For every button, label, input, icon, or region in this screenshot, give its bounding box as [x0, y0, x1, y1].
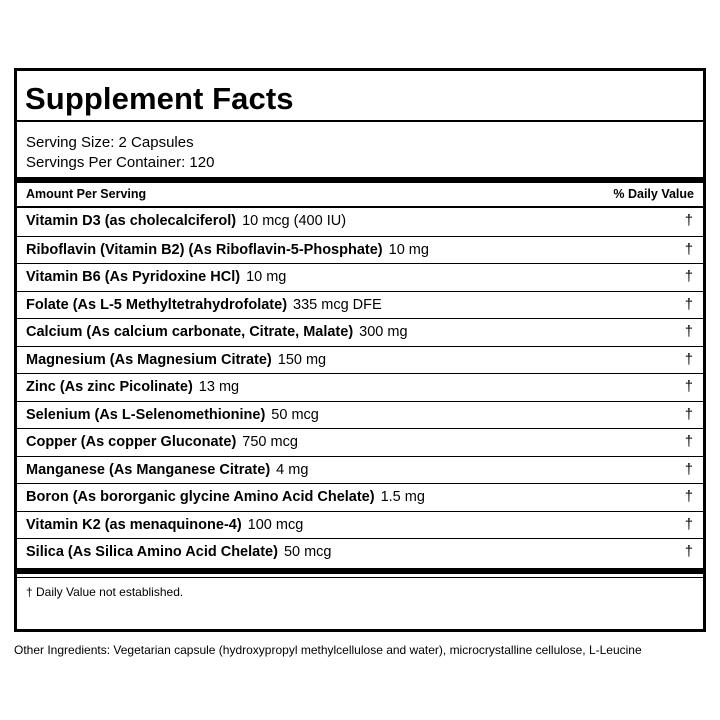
nutrient-name: Calcium (As calcium carbonate, Citrate, Malate) — [26, 324, 354, 340]
nutrient-rows — [17, 208, 703, 566]
nutrient-name: Manganese (As Manganese Citrate) — [26, 461, 271, 478]
daily-value-dagger: † — [684, 544, 693, 560]
nutrient-label — [26, 407, 319, 423]
daily-value-dagger: † — [684, 434, 693, 450]
nutrient-amount: 13 mg — [198, 379, 240, 395]
nutrient-label — [26, 544, 332, 560]
nutrient-amount: 300 mg — [359, 324, 408, 340]
nutrient-name: Magnesium (As Magnesium Citrate) — [26, 351, 272, 368]
nutrient-row — [17, 428, 703, 456]
other-ingredients: Other Ingredients: Vegetarian capsule (hydroxypropyl methylcellulose and water), microcrystalline cellulose, L-Leucine — [14, 643, 642, 657]
nutrient-label — [26, 297, 382, 313]
nutrient-amount: 1.5 mg — [380, 489, 425, 505]
servings-per-container: Servings Per Container: 120 — [26, 154, 215, 171]
nutrient-amount: 10 mg — [388, 241, 429, 258]
nutrient-label — [26, 213, 346, 229]
daily-value-dagger: † — [684, 516, 693, 533]
nutrient-label — [26, 489, 425, 505]
nutrient-amount: 750 mcg — [242, 434, 298, 450]
nutrient-amount: 4 mg — [276, 461, 309, 478]
nutrient-label — [26, 242, 429, 258]
nutrient-label — [26, 517, 303, 533]
daily-value-dagger: † — [684, 269, 693, 285]
nutrient-name: Boron (As bororganic glycine Amino Acid Chelate) — [26, 489, 375, 505]
thick-divider-bottom — [17, 568, 703, 574]
nutrient-row — [17, 346, 703, 374]
footnote: † Daily Value not established. — [26, 585, 184, 599]
title-divider — [17, 120, 703, 122]
nutrient-row — [17, 538, 703, 566]
nutrient-amount: 100 mcg — [247, 516, 304, 533]
nutrient-row — [17, 373, 703, 401]
nutrient-name: Vitamin D3 (as cholecalciferol) — [26, 213, 237, 229]
supplement-facts-panel — [14, 68, 706, 632]
nutrient-row — [17, 456, 703, 484]
nutrient-row — [17, 236, 703, 264]
nutrient-row — [17, 291, 703, 319]
nutrient-name: Folate (As L-5 Methyltetrahydrofolate) — [26, 296, 288, 313]
daily-value-dagger: † — [684, 461, 693, 478]
nutrient-label — [26, 434, 298, 450]
daily-value-dagger: † — [684, 324, 693, 340]
nutrient-name: Vitamin B6 (As Pyridoxine HCl) — [26, 269, 241, 285]
nutrient-amount: 10 mcg (400 IU) — [242, 213, 347, 229]
daily-value-dagger: † — [684, 351, 693, 368]
daily-value-dagger: † — [684, 241, 693, 258]
nutrient-row — [17, 401, 703, 429]
daily-value-dagger: † — [684, 406, 693, 423]
nutrient-row — [17, 318, 703, 346]
serving-size: Serving Size: 2 Capsules — [26, 134, 194, 151]
nutrient-name: Vitamin K2 (as menaquinone-4) — [26, 516, 242, 533]
nutrient-name: Riboflavin (Vitamin B2) (As Riboflavin-5-Phosphate) — [26, 241, 383, 258]
nutrient-amount: 335 mcg DFE — [293, 296, 382, 313]
nutrient-name: Silica (As Silica Amino Acid Chelate) — [26, 544, 278, 560]
daily-value-dagger: † — [684, 489, 693, 505]
daily-value-dagger: † — [684, 213, 693, 229]
daily-value-header: % Daily Value — [613, 187, 694, 201]
nutrient-row — [17, 483, 703, 511]
nutrient-label — [26, 462, 308, 478]
amount-per-serving-header: Amount Per Serving — [26, 187, 147, 201]
nutrient-row — [17, 208, 703, 236]
nutrient-row — [17, 511, 703, 539]
daily-value-dagger: † — [684, 379, 693, 395]
nutrient-amount: 50 mcg — [283, 544, 332, 560]
nutrient-name: Zinc (As zinc Picolinate) — [26, 379, 193, 395]
daily-value-dagger: † — [684, 296, 693, 313]
nutrient-label — [26, 352, 326, 368]
nutrient-name: Selenium (As L-Selenomethionine) — [26, 406, 266, 423]
nutrient-amount: 50 mcg — [271, 406, 319, 423]
nutrient-amount: 150 mg — [277, 351, 327, 368]
nutrient-amount: 10 mg — [246, 269, 287, 285]
nutrient-label — [26, 379, 239, 395]
panel-title: Supplement Facts — [25, 81, 294, 116]
thin-divider-bottom — [17, 577, 703, 578]
nutrient-label — [26, 269, 286, 285]
nutrient-label — [26, 324, 408, 340]
nutrient-row — [17, 263, 703, 291]
thick-divider-top — [17, 177, 703, 183]
nutrient-name: Copper (As copper Gluconate) — [26, 434, 237, 450]
